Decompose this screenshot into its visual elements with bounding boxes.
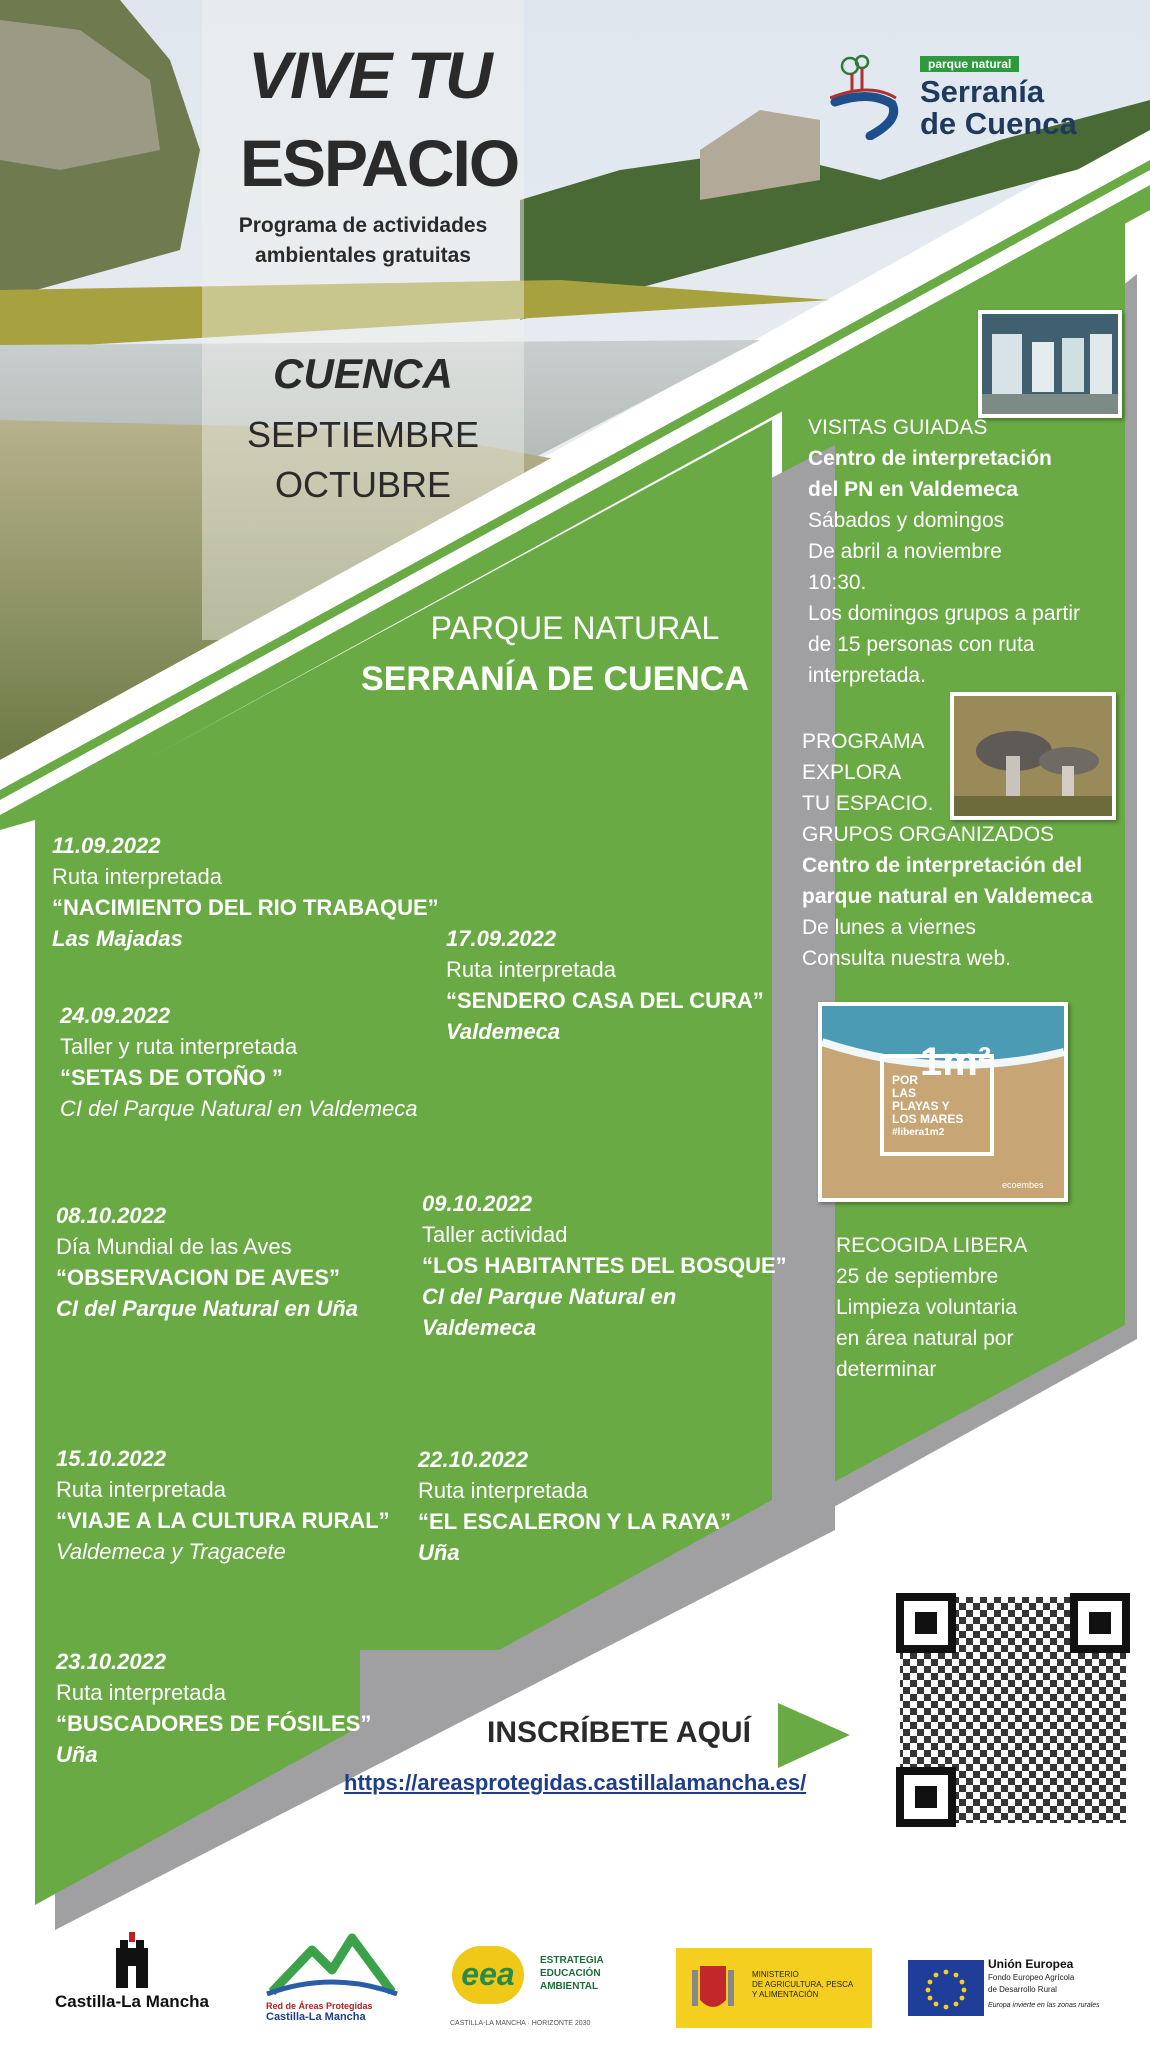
programa-line1: PROGRAMA (802, 730, 925, 753)
title-line1: VIVE TU (248, 38, 491, 112)
event-name: “BUSCADORES DE FÓSILES” (56, 1711, 372, 1736)
event-8 (56, 1646, 371, 1770)
park-logo-name2: de Cuenca (920, 106, 1077, 141)
libera-tag: #libera1m2 (892, 1127, 945, 1138)
event-place: Uña (56, 1742, 98, 1767)
visitas-line2: De abril a noviembre (808, 540, 1002, 563)
event-name: “SENDERO CASA DEL CURA” (446, 988, 764, 1013)
eu-line3: Europa invierte en las zonas rurales (988, 2002, 1100, 2009)
min-line2: DE AGRICULTURA, PESCA (752, 1980, 854, 1989)
libera-brand: ecoembes (1002, 1180, 1044, 1190)
event-5 (422, 1188, 787, 1343)
river-icon (830, 80, 910, 140)
qr-code (895, 1592, 1131, 1828)
park-heading-line1: PARQUE NATURAL (430, 610, 720, 646)
libera-l4: LOS MARES (892, 1112, 964, 1126)
eea-line3: AMBIENTAL (540, 1981, 599, 1992)
event-name: “LOS HABITANTES DEL BOSQUE” (422, 1253, 787, 1278)
event-1 (52, 830, 439, 954)
red-line1: Red de Áreas Protegidas (266, 2001, 373, 2011)
event-place: Valdemeca (446, 1019, 561, 1044)
visitas-line4: Los domingos grupos a partir (808, 602, 1080, 625)
visitas-title: VISITAS GUIADAS (808, 416, 988, 439)
event-6 (56, 1443, 390, 1567)
libera-l3: PLAYAS Y (892, 1099, 950, 1113)
event-type: Ruta interpretada (418, 1478, 588, 1503)
event-name: “OBSERVACION DE AVES” (56, 1265, 341, 1290)
eu-line2: de Desarrollo Rural (988, 1985, 1057, 1994)
event-4 (56, 1200, 358, 1324)
programa-line6: Consulta nuestra web. (802, 947, 1011, 970)
eea-mark: eea (452, 1946, 524, 2004)
event-2 (446, 923, 764, 1047)
eea-sub: CASTILLA-LA MANCHA · HORIZONTE 2030 (450, 2020, 591, 2027)
eea-line1: ESTRATEGIA (540, 1955, 604, 1966)
programa-line3: TU ESPACIO. (802, 792, 934, 815)
event-name: “NACIMIENTO DEL RIO TRABAQUE” (52, 895, 439, 920)
event-date: 15.10.2022 (56, 1446, 167, 1471)
min-line3: Y ALIMENTACIÓN (752, 1990, 819, 1999)
event-type: Día Mundial de las Aves (56, 1234, 292, 1259)
eea-text (540, 1954, 604, 1993)
event-name: “SETAS DE OTOÑO ” (60, 1065, 283, 1090)
eu-title: Unión Europea (988, 1957, 1074, 1971)
event-place: Uña (418, 1540, 460, 1565)
visitas-line5: de 15 personas con ruta (808, 633, 1035, 656)
interpretation-center-photo (978, 310, 1122, 418)
recogida-line5: determinar (836, 1358, 937, 1381)
event-place-line2: Valdemeca (422, 1315, 537, 1340)
recogida-line3: Limpieza voluntaria (836, 1296, 1017, 1319)
footer-red-areas-logo (262, 1930, 412, 2030)
recogida-block (836, 1230, 1027, 1385)
event-type: Taller actividad (422, 1222, 568, 1247)
title-line2: ESPACIO (240, 126, 519, 200)
event-place: CI del Parque Natural en Valdemeca (60, 1096, 418, 1121)
visitas-block (808, 412, 1080, 691)
month-2: OCTUBRE (274, 464, 451, 505)
event-place-line1: CI del Parque Natural en (422, 1284, 677, 1309)
programa-line5: De lunes a viernes (802, 916, 976, 939)
park-logo (830, 52, 1100, 147)
park-logo-tag: parque natural (920, 56, 1019, 72)
visitas-line6: interpretada. (808, 664, 926, 687)
visitas-line3: 10:30. (808, 571, 867, 594)
event-type: Ruta interpretada (52, 864, 222, 889)
registration-link[interactable]: https://areasprotegidas.castillalamancha.es/ (344, 1770, 807, 1795)
mountain-icon (262, 1930, 402, 1996)
recogida-line2: 25 de septiembre (836, 1265, 999, 1288)
event-date: 17.09.2022 (446, 926, 557, 951)
city-name: CUENCA (273, 350, 453, 397)
footer-eu-logo (908, 1958, 1118, 2028)
clm-label: Castilla-La Mancha (55, 1992, 209, 2011)
event-7 (418, 1444, 731, 1568)
eea-line2: EDUCACIÓN (540, 1968, 601, 1979)
footer-ministry-logo (676, 1948, 872, 2028)
event-date: 09.10.2022 (422, 1191, 533, 1216)
event-date: 08.10.2022 (56, 1203, 167, 1228)
libera-beach-image (818, 1002, 1068, 1202)
event-date: 23.10.2022 (56, 1649, 167, 1674)
libera-big: 1m² (920, 1040, 992, 1084)
programa-block (802, 726, 1093, 974)
cta-label: INSCRÍBETE AQUÍ (487, 1716, 751, 1749)
event-place: Valdemeca y Tragacete (56, 1539, 286, 1564)
event-name: “VIAJE A LA CULTURA RURAL” (56, 1508, 390, 1533)
programa-line2: EXPLORA (802, 761, 902, 784)
event-date: 24.09.2022 (60, 1003, 171, 1028)
event-3 (60, 1000, 418, 1124)
red-line2: Castilla-La Mancha (266, 2011, 366, 2023)
event-type: Taller y ruta interpretada (60, 1034, 298, 1059)
visitas-center-line1: Centro de interpretación (808, 447, 1052, 470)
event-type: Ruta interpretada (56, 1477, 226, 1502)
footer-clm-logo (52, 1932, 212, 2032)
event-place: Las Majadas (52, 926, 183, 951)
libera-l2: LAS (892, 1086, 916, 1100)
event-type: Ruta interpretada (56, 1680, 226, 1705)
programa-bold1: Centro de interpretación del (802, 854, 1083, 877)
park-logo-name1: Serranía (920, 74, 1045, 109)
event-place: CI del Parque Natural en Uña (56, 1296, 358, 1321)
recogida-line1: RECOGIDA LIBERA (836, 1234, 1028, 1257)
eu-flag-icon (908, 1960, 984, 2016)
visitas-center-line2: del PN en Valdemeca (808, 478, 1019, 501)
min-line1: MINISTERIO (752, 1970, 799, 1979)
event-date: 22.10.2022 (418, 1447, 529, 1472)
event-type: Ruta interpretada (446, 957, 616, 982)
eu-text (988, 1958, 1100, 2012)
libera-l1: POR (892, 1073, 919, 1087)
month-1: SEPTIEMBRE (246, 414, 480, 455)
visitas-line1: Sábados y domingos (808, 509, 1005, 532)
event-name: “EL ESCALERON Y LA RAYA” (418, 1509, 731, 1534)
libera-text (892, 1074, 963, 1139)
programa-line4: GRUPOS ORGANIZADOS (802, 823, 1055, 846)
subtitle-line1: Programa de actividades (238, 214, 488, 237)
castle-icon (110, 1932, 154, 1992)
spain-shield-icon (690, 1960, 736, 2016)
footer-eea-logo (448, 1940, 618, 2035)
subtitle-line2: ambientales gratuitas (255, 244, 471, 267)
event-date: 11.09.2022 (52, 833, 161, 858)
recogida-line4: en área natural por (836, 1327, 1014, 1350)
programa-bold2: parque natural en Valdemeca (802, 885, 1093, 908)
park-heading-line2: SERRANÍA DE CUENCA (361, 660, 749, 698)
eu-line1: Fondo Europeo Agrícola (988, 1973, 1075, 1982)
ministry-text (752, 1970, 853, 2000)
